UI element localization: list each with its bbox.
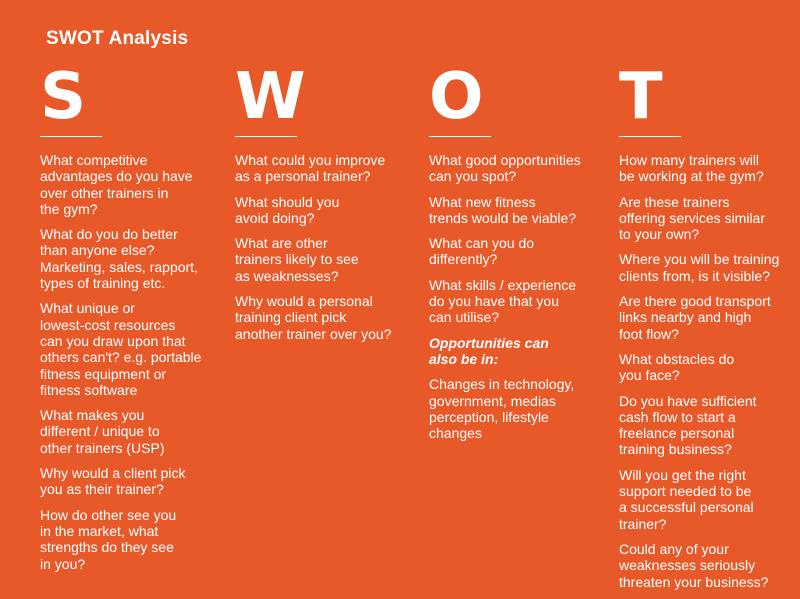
weaknesses-item: What should you avoid doing? [235,193,340,226]
strengths-item: What unique or lowest-cost resources can you draw upon that others can't? e.g. portable fitness equipment or fitness software [40,300,202,398]
weaknesses-column [235,60,420,351]
weaknesses-divider [235,136,297,137]
threats-item: Are there good transport links nearby and high foot flow? [619,293,771,342]
opportunities-letter: O [429,60,484,134]
opportunities-subheading: Opportunities can also be in: [429,334,549,367]
strengths-item: What competitive advantages do you have over other trainers in the gym? [40,152,193,217]
opportunities-item: What skills / experience do you have that you can utilise? [429,276,577,326]
threats-item: Do you have sufficient cash flow to start a freelance personal training business? [619,392,757,458]
strengths-item: What makes you different / unique to other trainers (USP) [40,407,165,456]
threats-item: How many trainers will be working at the gym? [619,152,764,185]
strengths-item: How do other see you in the market, what strengths do they see in you? [40,506,177,572]
threats-item: Could any of your weaknesses seriously threaten your business? [619,540,769,590]
strengths-item: Why would a client pick you as their trainer? [40,465,186,498]
strengths-divider [40,136,102,137]
weaknesses-item: Why would a personal training client pick another trainer over you? [235,293,392,342]
weaknesses-item: What could you improve as a personal trainer? [235,152,386,185]
strengths-letter: S [40,60,87,134]
opportunities-item: What good opportunities can you spot? [429,152,581,185]
opportunities-divider [429,136,491,137]
threats-divider [619,136,681,137]
threats-item: What obstacles do you face? [619,350,735,384]
opportunities-item: What new fitness trends would be viable? [429,193,577,226]
threats-item: Where you will be training clients from, is it visible? [619,251,780,284]
opportunities-extra: Changes in technology, government, medias perception, lifestyle changes [429,376,575,442]
threats-letter: T [619,60,663,134]
threats-item: Will you get the right support needed to be a successful personal trainer? [619,466,754,532]
page-title: SWOT Analysis [46,28,189,49]
weaknesses-letter: W [235,60,306,134]
threats-column [619,60,800,599]
opportunities-item: What can you do differently? [429,235,535,268]
opportunities-column [429,60,609,450]
weaknesses-item: What are other trainers likely to see as weaknesses? [235,235,359,284]
threats-item: Are these trainers offering services similar to your own? [619,193,766,243]
strengths-item: What do you do better than anyone else? Marketing, sales, rapport, types of training etc. [40,226,198,292]
strengths-column [40,60,220,581]
